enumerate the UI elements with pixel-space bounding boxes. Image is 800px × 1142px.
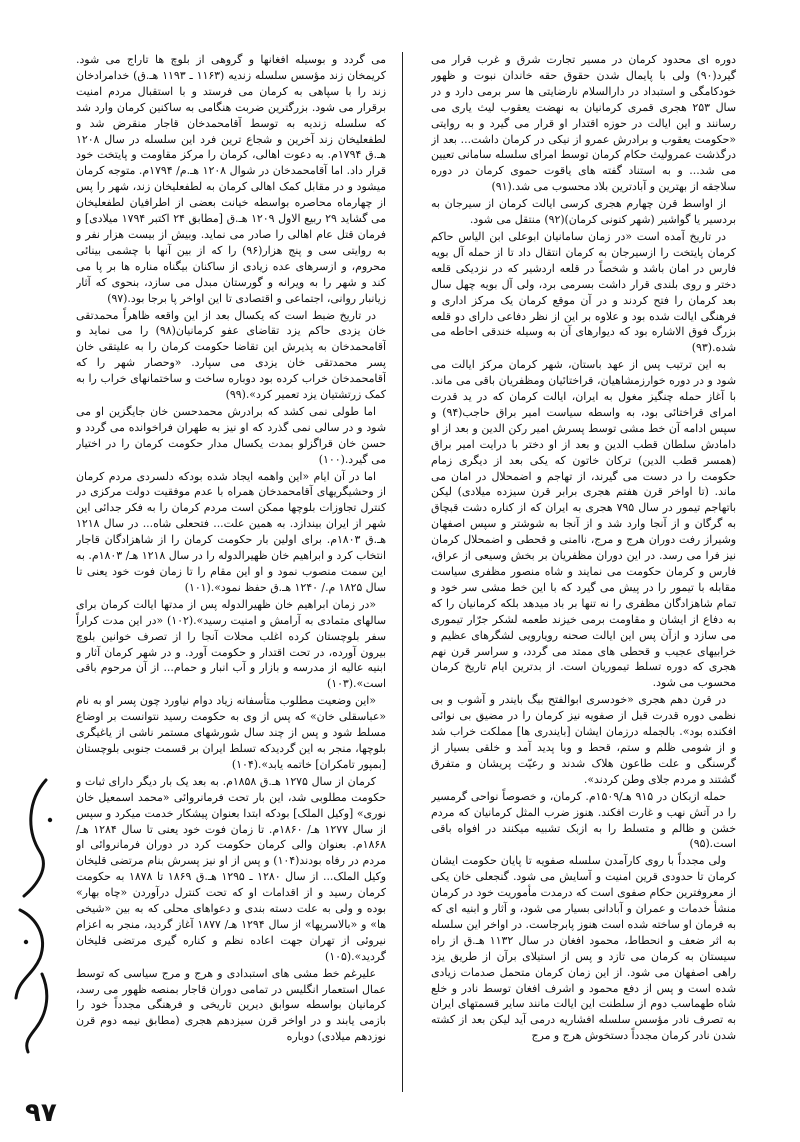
kerman-calligraphy-logo <box>6 760 62 1060</box>
paragraph: اما در آن ایام «این واهمه ایجاد شده بودکه دلسردی مردم کرمان از وحشیگریهای آقامحمدخان همراه با عدم موفقیت دولت مرکزی در کنترل تجاوزات بلوچها ممکن است مردم کرمان را به فکر جدائی این شهر از ایران بیندازد. به همین علت... فتحعلی شاه... در سال ۱۲۱۸ هـ.ق ۱۸۰۳م. برای اولین بار حکومت کرمان را از شاهزادگان قاجار انتخاب کرد و ابراهیم خان ظهیرالدوله را در سال ۱۲۱۸ هـ/ ۱۸۰۳م. به این سمت منصوب نمود و او این مقام را تا زمان فوت خود یعنی تا سال ۱۸۲۵ م./ ۱۲۴۰ هـ.ق حفظ نمود».(۱۰۱) <box>76 469 386 594</box>
text-column-left <box>76 52 386 1092</box>
column-divider <box>402 52 403 1092</box>
paragraph: از اواسط قرن چهارم هجری کرسی ایالت کرمان از سیرجان به بردسیر یا گواشیر (شهر کنونی کرمان)(۹۲) منتقل می شود. <box>431 197 736 227</box>
page-number: ۹۷ <box>25 1098 57 1128</box>
paragraph: در تاریخ آمده است «در زمان سامانیان ابوعلی ابن الیاس حاکم کرمان پایتخت را ازسیرجان به کرمان انتقال داد تا از حمله آل بویه فارس در امان باشد و شخصاً در قلعه اردشیر که در نزدیکی قلعه دختر و روی بلندی قرار داشت بسرمی برد، ولی آل بویه چهل سال بعد کرمان را فتح کردند و در آن موقع کرمان یک مرکز اداری و فرهنگی ایالت شده بود و علاوه بر این از نظر دفاعی دارای دو قلعه بزرگ فوق الاشاره بود که دیوارهای آن به وسیله خندقی احاطه می شده.(۹۳) <box>431 229 736 355</box>
paragraph: دوره ای محدود کرمان در مسیر تجارت شرق و غرب قرار می گیرد(۹۰) ولی با پایمال شدن حقوق حقه خاندان نبوت و ظهور خودکامگی و استبداد در دارالسلام نارضایتی ها سر برمی دارد و در سال ۲۵۳ هجری قمری کرمانیان به نهضت یعقوب لیث یاری می رسانند و این ایالت در حوزه اقتدار او قرار می گیرد و به روایتی «حکومت یعقوب و برادرش عمرو از نیکی در کرمان داشت... بعد از درگذشت عمرولیث حکام کرمان توسط امرای سلسله سامانی تعیین می شد... و به استناد گفته های یاقوت حموی کرمان در دوره سلاجقه از بهترین و آبادترین بلاد محسوب می شد.(۹۱) <box>431 53 736 194</box>
paragraph: علیرغم خط مشی های استبدادی و هرج و مرج سیاسی که توسط عمال استعمار انگلیس در تمامی دوران قاجار بمنصه ظهور می رسد، کرمانیان بواسطه سوابق دیرین تاریخی و فرهنگی مجدداً خود را بازمی یابند و در اواخر قرن سیزدهم هجری (مطابق نیمه دوم قرن نوزدهم میلادی) دوباره <box>76 966 386 1044</box>
paragraph: می گردد و بوسیله افغانها و گروهی از بلوچ ها تاراج می شود. کریمخان زند مؤسس سلسله زندیه (۱۱۶۳ ـ ۱۱۹۳ هـ.ق) خدامرادخان زند را با سپاهی به کرمان می فرستد و با استقبال مردم امنیت برقرار می شود. بزرگترین ضربت هنگامی به ساکنین کرمان وارد شد که سلسله زندیه به توسط آقامحمدخان قاجار منقرض شد و لطفعلیخان زند آخرین و شجاع ترین فرد این سلسله در سال ۱۲۰۸ هـ.ق ۱۷۹۴م. به دعوت اهالی، کرمان را مرکز مقاومت و پایتخت خود قرار داد. اما آقامحمدخان در شوال ۱۲۰۸ هـ.م/ ۱۷۹۴م. متوجه کرمان میشود و در مقابل کمک اهالی کرمان به لطفعلیخان زند، شهر را پس از چهارماه محاصره بواسطه خیانت بعضی از اطرافیان لطفعلیخان می گشاید ۲۹ ربیع الاول ۱۲۰۹ هـ.ق [مطابق ۲۴ اکتبر ۱۷۹۴ میلادی] و فرمان قتل عام اهالی را صادر می نماید. وبیش از بیست هزار نفر و به روایتی سی و پنج هزار(۹۶) را که از بین آنها با چشمی بینائی محروم، و ازسرهای عده زیادی از ساکنان بیگناه مناره ها بر پا می کند و شهر را به ویرانه و گورستان مبدل می سازد، بنحوی که آثار زیانبار روانی، اجتماعی و اقتصادی تا این اواخر پا برجا بود.(۹۷) <box>76 53 386 305</box>
paragraph: به این ترتیب پس از عهد باستان، شهر کرمان مرکز ایالت می شود و در دوره خوارزمشاهیان، قراختائیان ومظفریان باقی می ماند. با آغاز حمله چنگیز مغول به ایران، ایالت کرمان که در ید قدرت امرای قراختائی بود، به واسطه سیاست امیر براق حاجب(۹۴) و سپس ادامه آن خط مشی توسط پسرش امیر رکن الدین و بعد از او دامادش سلطان قطب الدین و بعد از او دختر با درایت امیر براق (همسر قطب الدین) ترکان خاتون که یکی بعد از دیگری زمام حکومت را در دست می گیرند، از تهاجم و اضمحلال در امان می ماند. (تا اواخر قرن هفتم هجری برابر قرن سیزده میلادی) لیکن باتهاجم تیمور در سال ۷۹۵ هجری به ایران که از کناره دشت قبچاق به گرگان و از آنجا وارد شد و از آنجا به شوشتر و سپس اصفهان وشیراز رفت دوران هرج و مرج، ناامنی و قحطی و اضمحلال کرمان نیز فرا می رسد. در این دوران مظفریان بر بخش وسیعی از عراق، فارس و کرمان حکومت می نمایند و شاه منصور مظفری سیاست مقابله با تیمور را در پیش می گیرد که با این خط مشی سر خود و تمام شاهزادگان مظفری را نه تنها بر باد میدهد بلکه کرمانیان را که به دفاع از ایشان و مقاومت برمی خیزند طعمه لشکر جرّار تیموری می سازد و ازآن پس این ایالت صحنه رویارویی لشگرهای عظیم و خرابیهای عجیب و قحطی های ممتد می گردد، و سراسر قرن نهم هجری که دوره تسلط تیموریان است. از بدترین ایام تاریخ کرمان محسوب می شود. <box>431 358 736 690</box>
paragraph: اما طولی نمی کشد که برادرش محمدحسن خان جایگزین او می شود و در سالی نمی گذرد که او نیز به طهران فراخوانده می گردد و حسن خان قراگزلو بمدت یکسال مدار حکومت کرمان را در اختیار می گیرد.(۱۰۰) <box>76 404 386 466</box>
paragraph: «این وضعیت مطلوب متأسفانه زیاد دوام نیاورد چون پسر او به نام «عباسقلی خان» که پس از وی به حکومت رسید نتوانست بر اوضاع مسلط شود و پس از چند سال شورشهای مستمر ناشی از یاغیگری بلوچها، منجر به این گردیدکه تسلط ایران بر قسمت جنوبی بلوچستان [بمپور تامکران] خاتمه یابد».(۱۰۴) <box>76 694 386 771</box>
paragraph: «در زمان ابراهیم خان ظهیرالدوله پس از مدتها ایالت کرمان برای سالهای متمادی به آرامش و امنیت رسید».(۱۰۲) «در این مدت کراراً سفر بلوچستان کرده اغلب محلات آنجا را از تصرف خوانین بلوچ بیرون آورده، در تحت اقتدار و حکومت آورد. و در شهر کرمان آثار و ابنیه عالیه از مدرسه و بازار و آب انبار و حمام... از آن مرحوم باقی است».(۱۰۳) <box>76 597 386 691</box>
paragraph: حمله ازبکان در ۹۱۵ هـ/۱۵۰۹م. کرمان، و خصوصاً نواحی گرمسیر را در آتش نهب و غارت افکند. هنوز ضرب المثل کرمانیان که مردم خشن و ظالم و متسلط را به ازبک تشبیه میکنند در افواه باقی است.(۹۵) <box>431 789 736 851</box>
paragraph: ولی مجدداً با روی کارآمدن سلسله صفویه تا پایان حکومت ایشان کرمان تا حدودی قرین امنیت و آسایش می شود. گنجعلی خان یکی از معروفترین حکام صفوی است که درمدت مأموریت خود در کرمان منشأ خدمات و عمران و آبادانی بسیار می شود، و آثار و ابنیه ای که به فرمان او ساخته شده است هنوز پابرجاست. در اواخر این سلسله به اثر ضعف و انحطاط، محمود افغان در سال ۱۱۳۲ هـ.ق از راه سیستان به کرمان می تازد و پس از استیلای برآن از طریق یزد راهی اصفهان می شود. از این زمان کرمان متحمل صدمات زیادی شده است و پس از دفع محمود و اشرف افغان توسط نادر و خلع شاه طهماسب دوم از سلطنت این ایالت مانند سایر قسمتهای ایران به تصرف نادر مؤسس سلسله افشاریه درمی آید لیکن بعد از کشته شدن نادر کرمان مجدداً دستخوش هرج و مرج <box>431 854 736 1043</box>
paragraph: در تاریخ ضبط است که یکسال بعد از این واقعه ظاهراً محمدتقی خان یزدی حاکم یزد تقاضای عفو کرمانیان(۹۸) را می نماید و آقامحمدخان به پذیرش این تقاضا حکومت کرمان را به علیتقی خان پسر محمدتقی خان یزدی می سپارد. «وحصار شهر را که آقامحمدخان خراب کرده بود دوباره ساخت و ساختمانهای خراب را به کمک زرتشتیان یزد تعمیر کرد».(۹۹) <box>76 308 386 402</box>
paragraph: کرمان از سال ۱۲۷۵ هـ.ق ۱۸۵۸م. به بعد یک بار دیگر دارای ثبات و حکومت مطلوبی شد، این بار تحت فرمانروائی «محمد اسمعیل خان نوری» [وکیل الملک] بودکه ابتدا بعنوان پیشکار خدمت میکرد و سپس از سال ۱۲۷۷ هـ/ ۱۸۶۰م. تا زمان فوت خود یعنی تا سال ۱۲۸۴ هـ/ ۱۸۶۸م. بعنوان والی کرمان حکومت کرد در دوران فرمانروائی او مردم در رفاه بودند(۱۰۴) و پس از او نیز پسرش بنام مرتضی قلیخان وکیل الملک... از سال ۱۲۸۰ ـ ۱۲۹۵ هـ.ق ۱۸۶۹ تا ۱۸۷۸ به حکومت کرمان رسید و از اقدامات او که تحت کنترل درآوردن «چاه بهار» بوده و ولی به علت دسته بندی و دعواهای محلی که به بین «شیخی ها» و «بالاسریها» از سال ۱۲۹۴ هـ/ ۱۸۷۷ آغاز گردید، منجر به اعزام نیروئی از تهران جهت اعاده نظم و کناره گیری مرتضی قلیخان گردید».(۱۰۵) <box>76 774 386 963</box>
text-column-right <box>431 52 736 1092</box>
paragraph: در قرن دهم هجری «خودسری ابوالفتح بیگ بایندر و آشوب و بی نظمی دوره قدرت قبل از صفویه نیز کرمان را در مضیق بی نوائی افکنده بود». بالجمله درزمان ایشان [بایندری ها] مملکت خراب شد و از شومی ظلم و ستم، قحط و وبا پدید آمد و خلقی بسیار از گرسنگی و علت طاعون هلاک شدند و رعیّت پریشان و متفرق گشتند و مردم جلای وطن کردند». <box>431 693 736 786</box>
